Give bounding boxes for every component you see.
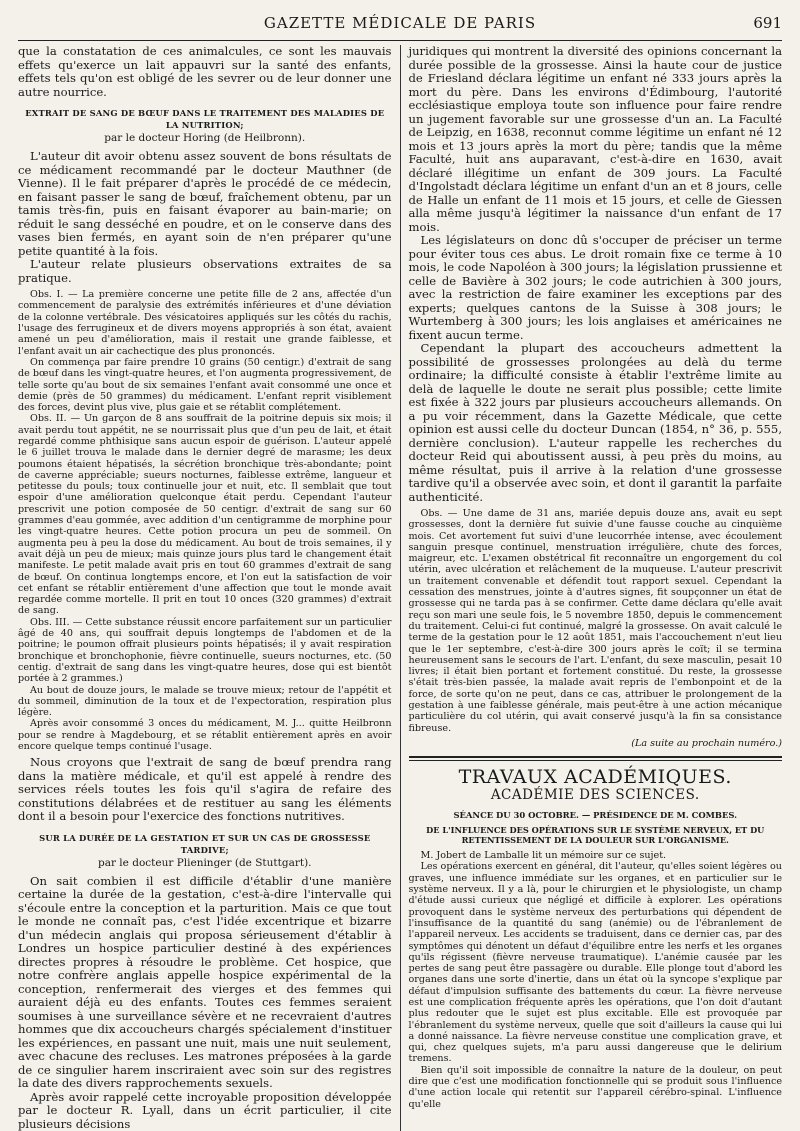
observation: Obs. III. — Cette substance réussit encore parfaitement sur un particulier âgé de 40 ans, qui souffrait depuis longtemps de l'abdomen et de la poitrine; le poumon offrait plusieurs points hépatisés; il y avait respiration bronchique et bronchophonie, fièvre continuelle, sueurs nocturnes, etc. (50 centig. d'extrait de sang dans les vingt-quatre heures, dose qui est bientôt portée à 2 grammes.) (18, 616, 392, 685)
paragraph: Cependant la plupart des accoucheurs admettent la possibilité de grossesses prolongées au delà du terme ordinaire; la difficulté consiste à établir l'extrême limite au delà de laquelle le doute ne serait plus possible; cette limite est fixée à 322 jours par plusieurs accoucheurs allemands. On a pu voir récemment, dans la Gazette Médicale, que cette opinion est aussi celle du docteur Duncan (1854, n° 36, p. 555, dernière conclusion). L'auteur rappelle les recherches du docteur Reid qui aboutissent aussi, à peu près du moins, au même résultat, puis il arrive à la relation d'une grossesse tardive qu'il a observée avec soin, et dont il garantit la parfaite authenticité. (408, 341, 782, 504)
intro-paragraph: que la constatation de ces animalcules, ce sont les mauvais effets qu'exerce un lait appauvri sur la santé des enfants, effets tels qu'on est obligé de les sevrer ou de leur donner une autre nourrice. (18, 44, 392, 99)
continued-note: (La suite au prochain numéro.) (631, 737, 782, 749)
left-column (18, 45, 401, 1131)
academie-heading: ACADÉMIE DES SCIENCES. (490, 787, 700, 804)
observation: Obs. — Une dame de 31 ans, mariée depuis douze ans, avait eu sept grossesses, dont la dernière fut suivie d'une fausse couche au cinquième mois. Cet avortement fut suivi d'une leucorrhée intense, avec écoulement sanguin presque continuel, menstruation irrégulière, chute des forces, maigreur, etc. L'examen obstétrical fit reconnaître un engorgement du col utérin, avec ulcération et relâchement de la muqueuse. L'auteur prescrivit un traitement convenable et défendit tout rapport sexuel. Cependant la cessation des menstrues, jointe à d'autres signes, fit soupçonner un état de grossesse qui ne tarda pas à se confirmer. Cette dame déclara qu'elle avait reçu son mari une seule fois, le 5 novembre 1850, depuis le commencement du traitement. Celui-ci fut continué, malgré la grossesse. On avait calculé le terme de la gestation pour le 12 août 1851, mais l'accouchement n'eut lieu que le 1er septembre, c'est-à-dire 300 jours après le coït; il se termina heureusement sans le secours de l'art. L'enfant, du sexe masculin, pesait 10 livres; il était bien portant et fortement constitué. Du reste, la grossesse s'était très-bien passée, la malade avait repris de l'embonpoint et de la force, de sorte qu'on ne peut, dans ce cas, attribuer le prolongement de la gestation à une faiblesse générale, mais peut-être à une action mécanique particulière du col utérin, qui avait conservé jusqu'à la fin sa consistance fibreuse. (408, 508, 782, 734)
paragraph: Nous croyons que l'extrait de sang de bœuf prendra rang dans la matière médicale, et qu'il est appelé à rendre des services réels toutes les fois qu'il s'agira de refaire des constitutions délabrées et de restituer au sang les éléments dont il a besoin pour l'exercice des fonctions nutritives. (18, 755, 392, 824)
travaux-heading: TRAVAUX ACADÉMIQUES. (458, 765, 732, 788)
columns (18, 45, 782, 1131)
paragraph: Bien qu'il soit impossible de connaître la nature de la douleur, on peut dire que c'est une modification fonctionnelle qui se produit sous l'influence d'une action locale qui retentit sur l'appareil cérébro-spinal. L'influence qu'elle (408, 1064, 782, 1110)
paragraph: Après avoir rappelé cette incroyable proposition développée par le docteur R. Lyall, dans un écrit particulier, il cite plusieurs décisions (18, 1089, 392, 1131)
observation: Obs. II. — Un garçon de 8 ans souffrait de la poitrine depuis six mois; il avait perdu tout appétit, ne se nourrissait plus que d'un peu de lait, et était regardé comme phthisique sans aucun espoir de guérison. L'auteur appelé le 6 juillet trouva le malade dans le dernier degré de marasme; les deux poumons étaient hépatisés, la sécrétion bronchique très-abondante; point de caverne appréciable; sueurs nocturnes, faiblesse extrême, langueur et petitesse du pouls; toux continuelle jour et nuit, etc. Il semblait que tout espoir d'une amélioration quelconque était perdu. Cependant l'auteur prescrivit une potion composée de 50 centigr. d'extrait de sang sur 60 grammes d'eau gommée, avec addition d'un centigramme de morphine pour les vingt-quatre heures. Cette potion procura un peu de sommeil. On augmenta peu à peu la dose du médicament. Au bout de trois semaines, il y avait déjà un peu de mieux; mais quinze jours plus tard le changement était manifeste. Le petit malade avait pris en tout 60 grammes d'extrait de sang de bœuf. On continua longtemps encore, et l'on eut la satisfaction de voir cet enfant se rétablir entièrement d'une affection que tout le monde avait regardée comme mortelle. Il prit en tout 10 onces (320 grammes) d'extrait de sang. (18, 413, 392, 617)
right-column (401, 45, 783, 1131)
observation: On commença par faire prendre 10 grains (50 centigr.) d'extrait de sang de bœuf dans les vingt-quatre heures, et l'on augmenta progressivement, de telle sorte qu'au bout de six semaines l'enfant avait consommé une once et demie (près de 50 grammes) du médicament. L'enfant reprit visiblement des forces, devint plus vive, plus gaie et se rétablit complétement. (18, 356, 392, 414)
page-header (18, 14, 782, 41)
observation: Obs. I. — La première concerne une petite fille de 2 ans, affectée d'un commencement de paralysie des extrémités inférieures et d'une déviation de la colonne vertébrale. Des vésicatoires appliqués sur les côtés du rachis, l'usage des ferrugineux et de divers moyens appropriés à son état, avaient amené un peu d'amélioration, mais il restait une grande faiblesse, et l'enfant avait un air cachectique des plus prononcés. (18, 289, 392, 357)
extrait-title: EXTRAIT DE SANG DE BŒUF DANS LE TRAITEMENT DES MALADIES DE LA NUTRITION; (25, 108, 385, 131)
duree-title: SUR LA DURÉE DE LA GESTATION ET SUR UN CAS DE GROSSESSE TARDIVE; (39, 832, 371, 855)
journal-title: GAZETTE MÉDICALE DE PARIS (263, 14, 537, 32)
observation: Après avoir consommé 3 onces du médicament, M. J... quitte Heilbronn pour se rendre à Magdebourg, et se rétablit entièrement après en avoir encore quelque temps continué l'usage. (18, 718, 392, 753)
paragraph: juridiques qui montrent la diversité des opinions concernant la durée possible de la grossesse. Ainsi la haute cour de justice de Friesland déclara légitime un enfant né 333 jours après la mort du père. Dans les environs d'Édimbourg, l'autorité ecclésiastique employa toute son influence pour faire rendre un jugement favorable sur une grossesse d'un an. La Faculté de Leipzig, en 1638, reconnut comme légitime un enfant né 12 mois et 13 jours après la mort du père; tandis que la même Faculté, huit ans auparavant, c'est-à-dire en 1630, avait déclaré illégitime un enfant de 309 jours. La Faculté d'Ingolstadt déclara légitime un enfant d'un an et 8 jours, celle de Halle un enfant de 11 mois et 15 jours, et celle de Giessen alla même jusqu'à légitimer la naissance d'un enfant de 17 mois. (408, 44, 782, 234)
seance-heading: SÉANCE DU 30 OCTOBRE. — PRÉSIDENCE DE M. COMBES. (453, 810, 738, 821)
paragraph: L'auteur dit avoir obtenu assez souvent de bons résultats de ce médicament recommandé par le docteur Mauthner (de Vienne). Il le fait préparer d'après le procédé de ce médecin, en faisant passer le sang de bœuf, fraîchement obtenu, par un tamis très-fin, puis en faisant évaporer au bain-marie; on réduit le sang desséché en poudre, et on le conserve dans des vases bien fermés, en ayant soin de n'en préparer qu'une petite quantité à la fois. (18, 149, 392, 258)
observation: Au bout de douze jours, le malade se trouve mieux; retour de l'appétit et du sommeil, diminution de la toux et de l'expectoration, respiration plus légère. (18, 684, 392, 719)
duree-author: par le docteur Plieninger (de Stuttgart). (97, 856, 312, 869)
extrait-author: par le docteur Horing (de Heilbronn). (104, 132, 306, 145)
paragraph: Les législateurs on donc dû s'occuper de préciser un terme pour éviter tous ces abus. Le droit romain fixe ce terme à 10 mois, le code Napoléon à 300 jours; la législation prussienne et celle de Bavière à 302 jours; le code autrichien à 300 jours, avec la restriction de faire examiner les exceptions par des experts; quelques cantons de la Suisse à 308 jours; le Wurtemberg à 300 jours; les lois anglaises et américaines ne fixent aucun terme. (408, 233, 782, 342)
paragraph: L'auteur relate plusieurs observations extraites de sa pratique. (18, 257, 392, 285)
influence-title: DE L'INFLUENCE DES OPÉRATIONS SUR LE SYSTÈME NERVEUX, ET DU RETENTISSEMENT DE LA DOULEUR SUR L'ORGANISME. (426, 825, 765, 846)
paragraph: On sait combien il est difficile d'établir d'une manière certaine la durée de la gestation, c'est-à-dire l'intervalle qui s'écoule entre la conception et la parturition. Mais ce que tout le monde ne connaît pas, c'est l'idée excentrique et bizarre d'un médecin anglais qui proposa sérieusement d'établir à Londres un hospice particulier destiné à des expériences directes propres à résoudre le problème. Cet hospice, que notre confrère anglais appelle hospice expérimental de la conception, renfermerait des vierges et des femmes qui auraient déjà eu des enfants. Toutes ces femmes seraient soumises à une surveillance sévère et ne recevraient d'autres hommes que dix accoucheurs chargés spécialement d'instituer les expériences, en passant une nuit, mais une nuit seulement, avec chacune des recluses. Les matrones préposées à la garde de ce singulier harem inscriraient avec soin sur des registres la date des divers rapprochements sexuels. (18, 873, 392, 1091)
section-divider (409, 756, 783, 761)
paragraph: M. Jobert de Lamballe lit un mémoire sur ce sujet. (420, 850, 667, 862)
paragraph: Les opérations exercent en général, dit l'auteur, qu'elles soient légères ou graves, une influence immédiate sur les organes, et en particulier sur le système nerveux. Il y a là, pour le chirurgien et le physiologiste, un champ d'étude aussi curieux que négligé et difficile à explorer. Les opérations provoquent dans le système nerveux des perturbations qui dépendent de l'insuffisance de la quantité du sang (anémie) ou de l'ébranlement de l'appareil nerveux. Les accidents se traduisent, dans ce dernier cas, par des symptômes qui dénotent un défaut d'équilibre entre les nerfs et les organes qu'ils régissent (fièvre nerveuse traumatique). L'anémie causée par les pertes de sang peut être passagère ou durable. Elle plonge tout d'abord les organes dans une sorte d'inertie, dans un état où la syncope s'explique par défaut d'impulsion suffisante des battements du cœur. La fièvre nerveuse est une complication fréquente après les opérations, que l'on doit d'autant plus redouter que le sujet est plus excitable. Elle est provoquée par l'ébranlement du système nerveux, quelle que soit d'ailleurs la cause qui lui a donné naissance. La fièvre nerveuse constitue une complication grave, et qui, chez quelques sujets, m'a paru aussi dangereuse que le delirium tremens. (408, 861, 782, 1065)
page-number: 691 (753, 14, 782, 32)
